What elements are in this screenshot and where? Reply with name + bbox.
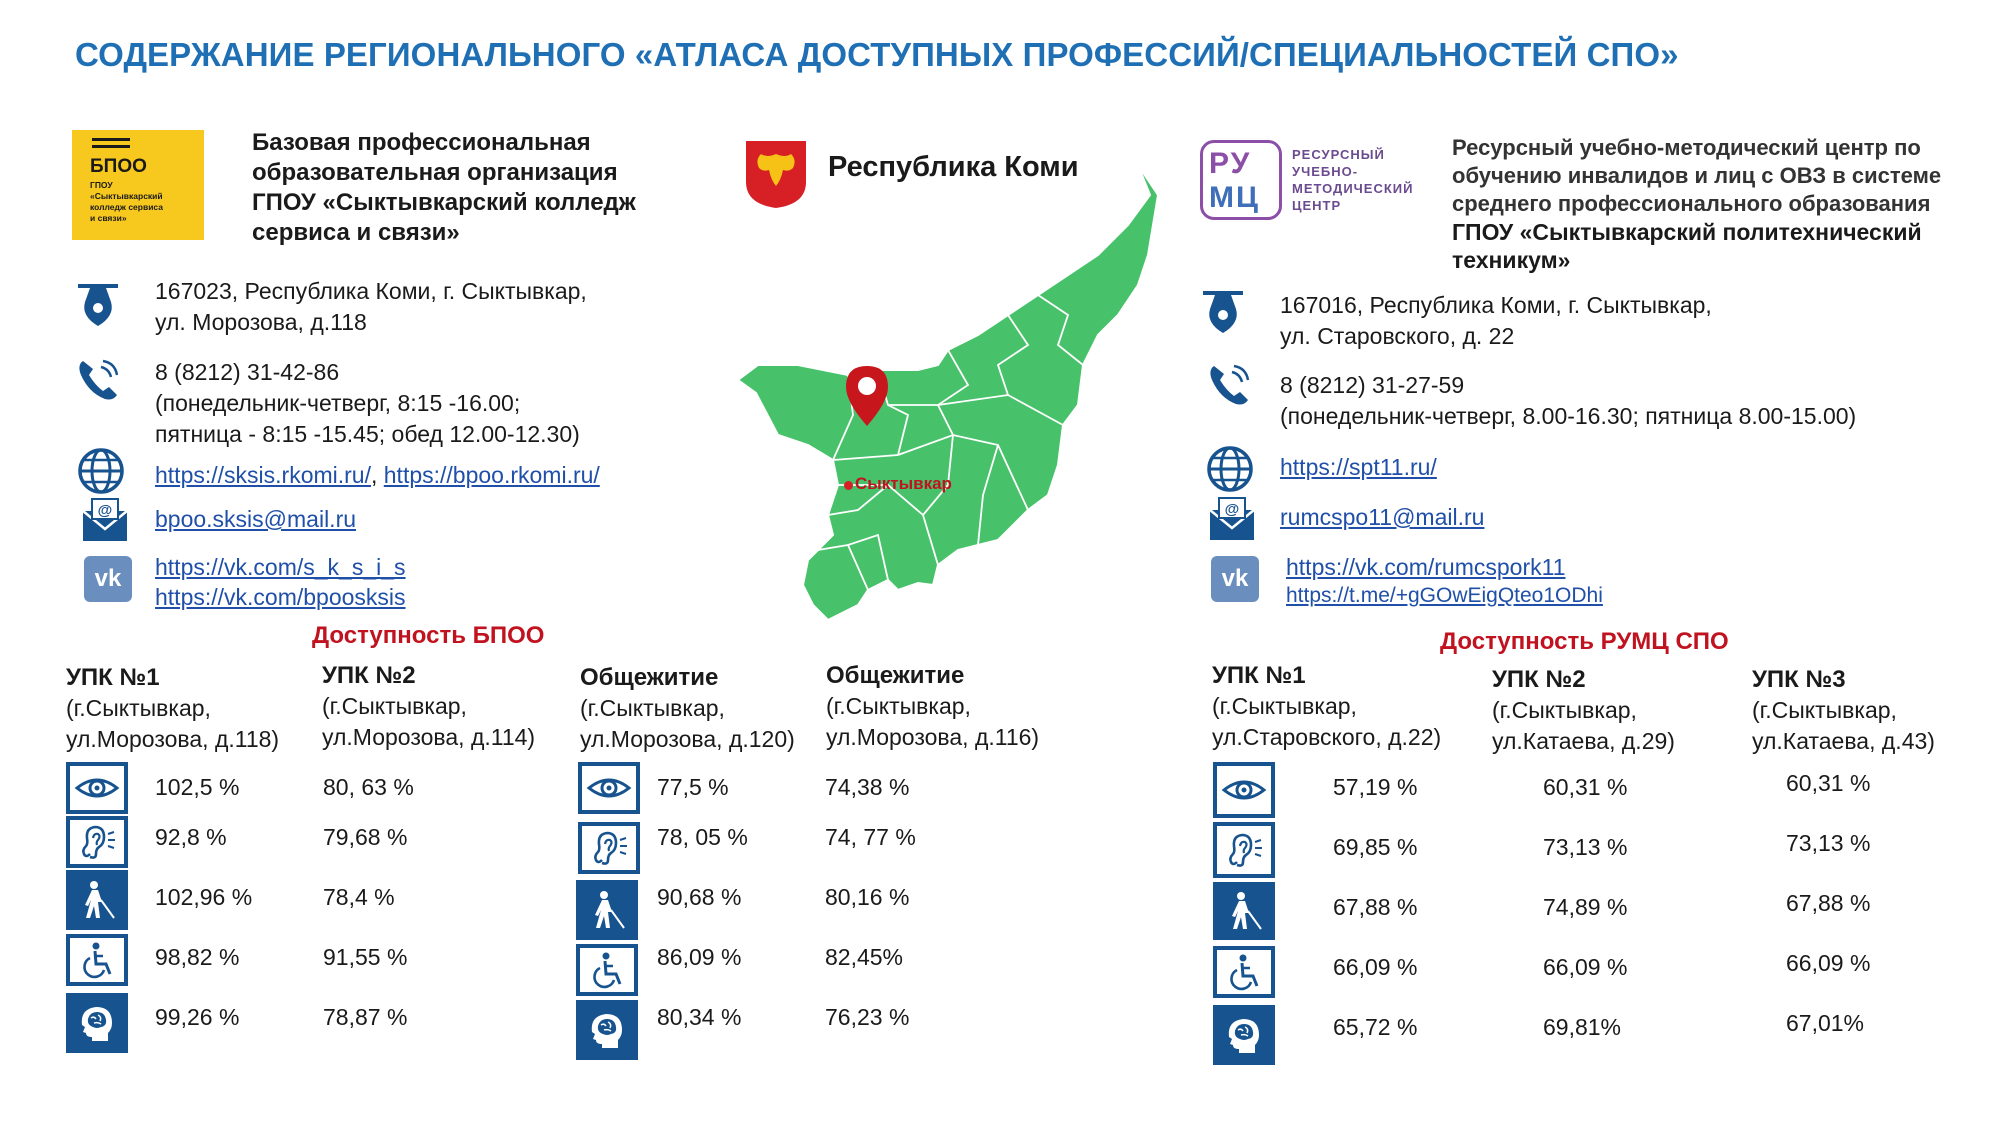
rumc-col-header-3: УПК №3 (г.Сыктывкар, ул.Катаева, д.43) <box>1752 666 1935 754</box>
bpoo-logo-title: БПОО <box>90 156 147 177</box>
bpoo-upk1-wheelchair: 98,82 % <box>155 944 240 970</box>
rumc-site-link[interactable]: https://spt11.ru/ <box>1280 454 1437 480</box>
rumc-upk2-vision: 60,31 % <box>1543 774 1628 800</box>
bpoo-upk1-mental: 99,26 % <box>155 1004 240 1030</box>
blind-person-icon <box>66 870 128 930</box>
rumc-upk1-hearing: 69,85 % <box>1333 834 1418 860</box>
rumc-logo <box>1200 138 1440 228</box>
bpoo-logo <box>72 130 204 240</box>
rumc-col-header-2: УПК №2 (г.Сыктывкар, ул.Катаева, д.29) <box>1492 666 1675 754</box>
bpoo-dorm120-wheelchair: 86,09 % <box>657 944 742 970</box>
rumc-upk2-wheelchair: 66,09 % <box>1543 954 1628 980</box>
globe-icon <box>76 446 126 496</box>
svg-text:@: @ <box>97 502 113 519</box>
vk-icon: vk <box>84 556 132 602</box>
ear-icon <box>1213 822 1275 878</box>
wheelchair-icon <box>576 944 638 996</box>
vk-icon: vk <box>1211 556 1259 602</box>
bpoo-access-heading: Доступность БПОО <box>312 622 545 649</box>
rumc-logo-text: РЕСУРСНЫЙ УЧЕБНО- МЕТОДИЧЕСКИЙ ЦЕНТР <box>1292 147 1414 213</box>
bpoo-dorm116-vision: 74,38 % <box>825 774 910 800</box>
address-pin-icon <box>1198 287 1248 337</box>
rumc-upk2-blind: 74,89 % <box>1543 894 1628 920</box>
email-icon <box>1207 494 1257 544</box>
bpoo-upk2-vision: 80, 63 % <box>323 774 414 800</box>
bpoo-dorm116-hearing: 74, 77 % <box>825 824 916 850</box>
wheelchair-icon <box>66 934 128 986</box>
bpoo-dorm116-wheelchair: 82,45% <box>825 944 904 970</box>
bpoo-logo-text: ГПОУ «Сыктывкарский колледж сервиса и связи» <box>90 180 163 223</box>
rumc-col-header-1: УПК №1 (г.Сыктывкар, ул.Старовского, д.22) <box>1212 662 1442 750</box>
eye-icon <box>66 762 128 814</box>
rumc-upk1-mental: 65,72 % <box>1333 1014 1418 1040</box>
blind-person-icon <box>1213 882 1275 940</box>
logo-lines <box>92 138 130 148</box>
region-name: Республика Коми <box>828 151 1079 183</box>
ear-icon <box>66 816 128 868</box>
bpoo-dorm120-vision: 77,5 % <box>657 774 729 800</box>
svg-text:@: @ <box>1224 501 1240 518</box>
rumc-upk3-wheelchair: 66,09 % <box>1786 950 1871 976</box>
bpoo-upk1-hearing: 92,8 % <box>155 824 227 850</box>
head-brain-icon <box>576 1000 638 1060</box>
bpoo-address: 167023, Республика Коми, г. Сыктывкар, ул. Морозова, д.118 <box>155 278 587 335</box>
bpoo-org-name: Базовая профессиональная образовательная организация ГПОУ «Сыктывкарский колледж сервиса и связи» <box>252 129 636 246</box>
city-dot <box>844 481 853 490</box>
rumc-upk1-vision: 57,19 % <box>1333 774 1418 800</box>
bpoo-dorm120-blind: 90,68 % <box>657 884 742 910</box>
bpoo-dorm120-hearing: 78, 05 % <box>657 824 748 850</box>
rumc-phone: 8 (8212) 31-27-59 (понедельник-четверг, 8.00-16.30; пятница 8.00-15.00) <box>1280 372 1857 429</box>
eye-icon <box>578 762 640 814</box>
rumc-logo-mark: РУ МЦ <box>1200 140 1282 220</box>
bpoo-email-link[interactable]: bpoo.sksis@mail.ru <box>155 506 357 532</box>
region-map <box>738 165 1158 625</box>
rumc-upk1-wheelchair: 66,09 % <box>1333 954 1418 980</box>
bpoo-col-header-4: Общежитие (г.Сыктывкар, ул.Морозова, д.116) <box>826 662 1040 750</box>
bpoo-col-header-1: УПК №1 (г.Сыктывкар, ул.Морозова, д.118) <box>66 664 280 752</box>
bpoo-upk2-hearing: 79,68 % <box>323 824 408 850</box>
eye-icon <box>1213 762 1275 818</box>
globe-icon <box>1205 444 1255 494</box>
ear-icon <box>578 822 640 874</box>
rumc-org-name: Ресурсный учебно-методический центр по обучению инвалидов и лиц с ОВЗ в системе среднего профессионального образования ГПОУ «Сыктывкарский политехнический техникум» <box>1452 135 1942 273</box>
rumc-telegram-link[interactable]: https://t.me/+gGOwEigQteo1ODhi <box>1286 584 1603 607</box>
bpoo-sites: https://sksis.rkomi.ru/, https://bpoo.rkomi.ru/ <box>155 462 600 488</box>
blind-person-icon <box>576 880 638 940</box>
bpoo-upk2-blind: 78,4 % <box>323 884 395 910</box>
bpoo-upk1-blind: 102,96 % <box>155 884 253 910</box>
bpoo-col-header-3: Общежитие (г.Сыктывкар, ул.Морозова, д.120) <box>580 664 795 752</box>
bpoo-site-link-2[interactable]: https://bpoo.rkomi.ru/ <box>383 462 600 488</box>
rumc-upk2-mental: 69,81% <box>1543 1014 1622 1040</box>
address-pin-icon <box>73 280 123 330</box>
rumc-vk-link[interactable]: https://vk.com/rumcspork11 <box>1286 554 1566 580</box>
bpoo-upk1-vision: 102,5 % <box>155 774 240 800</box>
bpoo-vk-link-2[interactable]: https://vk.com/bpoosksis <box>155 584 406 610</box>
phone-icon <box>1204 360 1254 410</box>
location-pin-icon <box>844 364 890 428</box>
page-title: СОДЕРЖАНИЕ РЕГИОНАЛЬНОГО «АТЛАСА ДОСТУПНЫХ ПРОФЕССИЙ/СПЕЦИАЛЬНОСТЕЙ СПО» <box>75 36 1679 73</box>
city-label: Сыктывкар <box>855 474 952 493</box>
rumc-email-link[interactable]: rumcspo11@mail.ru <box>1280 504 1485 530</box>
head-brain-icon <box>66 993 128 1053</box>
bpoo-site-link-1[interactable]: https://sksis.rkomi.ru/ <box>155 462 371 488</box>
bpoo-phone: 8 (8212) 31-42-86 (понедельник-четверг, 8:15 -16.00; пятница - 8:15 -15.45; обед 12.00-12.30) <box>155 359 580 447</box>
head-brain-icon <box>1213 1005 1275 1065</box>
bpoo-dorm116-mental: 76,23 % <box>825 1004 910 1030</box>
rumc-upk3-vision: 60,31 % <box>1786 770 1871 796</box>
rumc-upk3-hearing: 73,13 % <box>1786 830 1871 856</box>
rumc-upk2-hearing: 73,13 % <box>1543 834 1628 860</box>
bpoo-col-header-2: УПК №2 (г.Сыктывкар, ул.Морозова, д.114) <box>322 662 536 750</box>
rumc-upk1-blind: 67,88 % <box>1333 894 1418 920</box>
rumc-upk3-mental: 67,01% <box>1786 1010 1865 1036</box>
bpoo-upk2-mental: 78,87 % <box>323 1004 408 1030</box>
email-icon <box>80 495 130 545</box>
bpoo-dorm120-mental: 80,34 % <box>657 1004 742 1030</box>
rumc-upk3-blind: 67,88 % <box>1786 890 1871 916</box>
bpoo-dorm116-blind: 80,16 % <box>825 884 910 910</box>
rumc-social-links <box>1286 552 1603 610</box>
phone-icon <box>73 355 123 405</box>
bpoo-vk-links <box>155 552 406 612</box>
rumc-address: 167016, Республика Коми, г. Сыктывкар, ул. Старовского, д. 22 <box>1280 292 1712 349</box>
bpoo-vk-link-1[interactable]: https://vk.com/s_k_s_i_s <box>155 554 406 580</box>
wheelchair-icon <box>1213 946 1275 998</box>
bpoo-upk2-wheelchair: 91,55 % <box>323 944 408 970</box>
rumc-access-heading: Доступность РУМЦ СПО <box>1440 628 1729 655</box>
